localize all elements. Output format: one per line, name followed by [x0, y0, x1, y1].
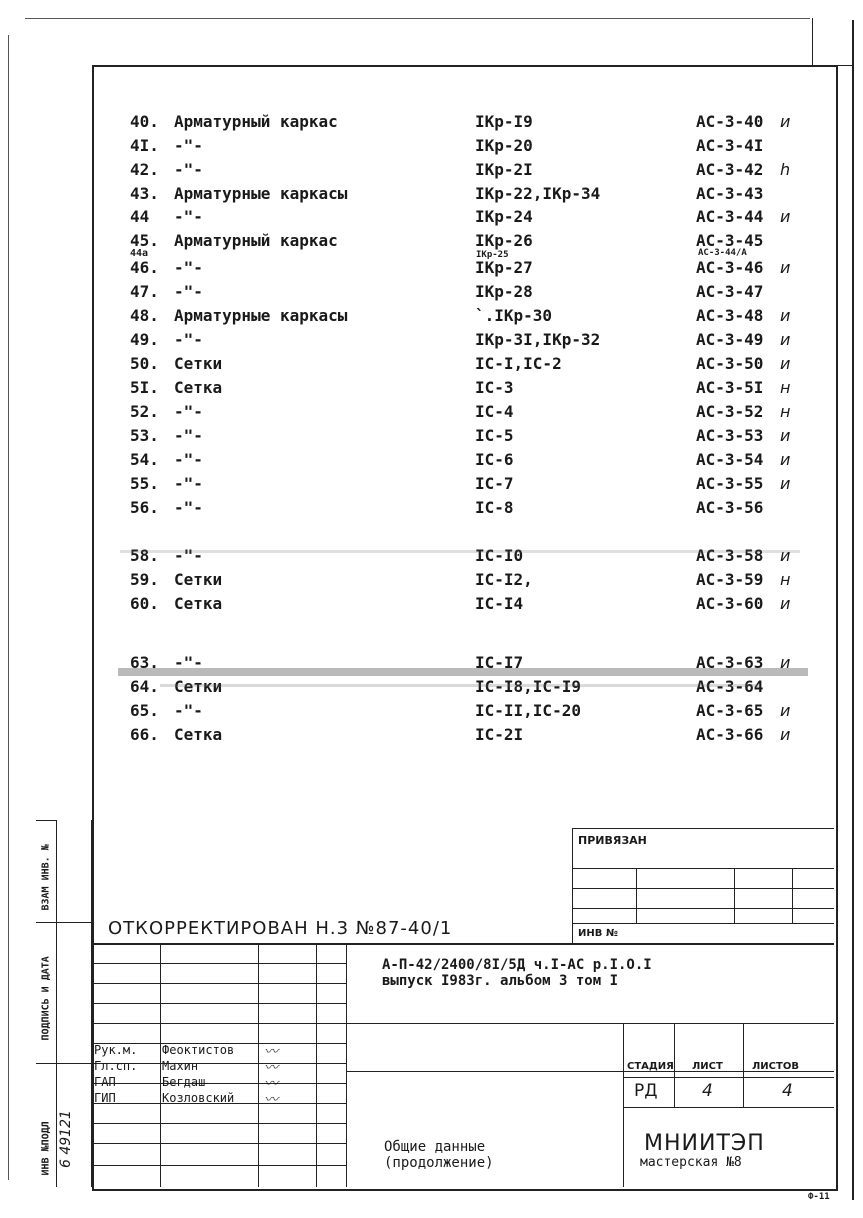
row-mark: IС-I7: [475, 653, 524, 672]
row-note: и: [780, 450, 791, 469]
sheet-value: 4: [702, 1081, 713, 1101]
row-doc: АС-3-56: [696, 498, 764, 517]
row-note: и: [780, 330, 791, 349]
row-mark: IС-I8,IС-I9: [475, 677, 581, 696]
row-name: -"-: [174, 474, 203, 493]
row-note: н: [780, 402, 791, 421]
row-number: 47.: [130, 282, 159, 301]
row-44a-doc: АС-3-44/А: [698, 248, 747, 258]
row-name: -"-: [174, 160, 203, 179]
row-doc: АС-3-63: [696, 653, 764, 672]
row-mark: IКр-26: [475, 231, 533, 250]
correction-note: ОТКОРРЕКТИРОВАН Н.3 №87-40/1: [108, 918, 453, 939]
row-name: -"-: [174, 402, 203, 421]
row-doc: АС-3-45: [696, 231, 764, 250]
row-name: -"-: [174, 426, 203, 445]
row-mark: IКр-27: [475, 258, 533, 277]
smudge-62: [160, 684, 760, 687]
row-note: и: [780, 258, 791, 277]
role-label: ГИП: [94, 1091, 116, 1105]
row-name: -"-: [174, 653, 203, 672]
row-name: Арматурные каркасы: [174, 184, 348, 203]
row-number: 48.: [130, 306, 159, 325]
row-name: Сетка: [174, 725, 223, 744]
title-issue: выпуск I983г. альбом 3 том I: [382, 973, 619, 989]
row-doc: АС-3-43: [696, 184, 764, 203]
role-person: Феоктистов: [162, 1043, 235, 1057]
row-doc: АС-3-52: [696, 402, 764, 421]
sheets-value: 4: [782, 1081, 793, 1101]
row-mark: IС-4: [475, 402, 514, 421]
row-name: Арматурный каркас: [174, 112, 338, 131]
row-name: Сетка: [174, 594, 223, 613]
row-number: 45.: [130, 231, 159, 250]
row-note: и: [780, 207, 791, 226]
row-number: 54.: [130, 450, 159, 469]
row-mark: IКр-2I: [475, 160, 533, 179]
row-note: и: [780, 546, 791, 565]
row-doc: АС-3-53: [696, 426, 764, 445]
stage-value: РД: [634, 1081, 658, 1101]
row-mark: IС-I4: [475, 594, 524, 613]
row-doc: АС-3-40: [696, 112, 764, 131]
row-mark: IС-8: [475, 498, 514, 517]
row-doc: АС-3-50: [696, 354, 764, 373]
row-doc: АС-3-46: [696, 258, 764, 277]
row-name: -"-: [174, 498, 203, 517]
row-number: 44: [130, 207, 150, 226]
signature-scribble: 〰: [264, 1092, 278, 1108]
row-mark: IКр-24: [475, 207, 533, 226]
row-doc: АС-3-65: [696, 701, 764, 720]
signature-scribble: 〰: [264, 1076, 278, 1092]
row-mark: IС-7: [475, 474, 514, 493]
row-note: и: [780, 474, 791, 493]
row-note: и: [780, 426, 791, 445]
row-doc: АС-3-58: [696, 546, 764, 565]
sheets-label: ЛИСТОВ: [752, 1061, 799, 1072]
role-person: Махин: [162, 1059, 199, 1073]
doc-name-1: Общие данные: [384, 1139, 486, 1155]
role-label: Рук.м.: [94, 1043, 138, 1057]
frame-right-outer: [812, 18, 813, 66]
row-number: 63.: [130, 653, 159, 672]
row-name: -"-: [174, 546, 203, 565]
row-name: -"-: [174, 258, 203, 277]
row-name: Арматурный каркас: [174, 231, 338, 250]
row-note: н: [780, 570, 791, 589]
sheet-label: ЛИСТ: [692, 1061, 723, 1072]
privyazan-inv-label: ИНВ №: [578, 928, 618, 939]
row-doc: АС-3-64: [696, 677, 764, 696]
form-code: Ф-11: [808, 1192, 830, 1202]
row-name: -"-: [174, 450, 203, 469]
row-mark: IС-II,IС-20: [475, 701, 581, 720]
signature-scribble: 〰: [264, 1044, 278, 1060]
side-label-vzam: ВЗАМ ИНВ. №: [40, 844, 52, 911]
row-doc: АС-3-47: [696, 282, 764, 301]
row-number: 42.: [130, 160, 159, 179]
row-number: 40.: [130, 112, 159, 131]
row-number: 53.: [130, 426, 159, 445]
row-mark: IС-3: [475, 378, 514, 397]
row-number: 49.: [130, 330, 159, 349]
frame-top-outer: [25, 18, 810, 19]
row-name: -"-: [174, 207, 203, 226]
row-mark: IС-6: [475, 450, 514, 469]
side-inv-number: 6 49121: [58, 1110, 74, 1168]
row-number: 5I.: [130, 378, 159, 397]
row-mark: IС-I2,: [475, 570, 533, 589]
row-name: Сетки: [174, 677, 223, 696]
row-note: и: [780, 594, 791, 613]
row-number: 60.: [130, 594, 159, 613]
role-person: Козловский: [162, 1091, 235, 1105]
smudge-57: [120, 550, 800, 553]
row-number: 43.: [130, 184, 159, 203]
row-note: и: [780, 653, 791, 672]
row-number: 59.: [130, 570, 159, 589]
row-mark: IКр-28: [475, 282, 533, 301]
row-number: 46.: [130, 258, 159, 277]
row-doc: АС-3-49: [696, 330, 764, 349]
row-mark: IС-I0: [475, 546, 524, 565]
row-number: 52.: [130, 402, 159, 421]
row-name: Арматурные каркасы: [174, 306, 348, 325]
row-doc: АС-3-59: [696, 570, 764, 589]
row-number: 50.: [130, 354, 159, 373]
row-name: Сетки: [174, 354, 223, 373]
row-mark: IКр-3I,IКр-32: [475, 330, 601, 349]
row-doc: АС-3-54: [696, 450, 764, 469]
row-44a-num: 44а: [130, 248, 149, 259]
side-strip: [36, 820, 92, 1187]
row-doc: АС-3-42: [696, 160, 764, 179]
row-doc: АС-3-60: [696, 594, 764, 613]
row-note: h: [780, 160, 791, 179]
row-doc: АС-3-5I: [696, 378, 764, 397]
row-mark: IКр-20: [475, 136, 533, 155]
row-doc: АС-3-55: [696, 474, 764, 493]
role-label: Гл.сп.: [94, 1059, 138, 1073]
row-number: 58.: [130, 546, 159, 565]
row-number: 66.: [130, 725, 159, 744]
doc-name-2: (продолжение): [384, 1155, 494, 1171]
title-block: [92, 943, 834, 1187]
side-label-podpis: ПОДПИСЬ И ДАТА: [40, 956, 52, 1041]
row-mark: IКр-I9: [475, 112, 533, 131]
signature-scribble: 〰: [264, 1060, 278, 1076]
row-note: и: [780, 112, 791, 131]
side-label-inv-podl: ИНВ №ПОДЛ: [40, 1121, 52, 1176]
title-code: А-П-42/2400/8I/5Д ч.I-АС р.I.О.I: [382, 957, 652, 973]
row-number: 55.: [130, 474, 159, 493]
row-name: -"-: [174, 282, 203, 301]
row-number: 65.: [130, 701, 159, 720]
row-number: 64.: [130, 677, 159, 696]
privyazan-label: ПРИВЯЗАН: [578, 834, 647, 847]
row-name: -"-: [174, 136, 203, 155]
row-note: и: [780, 701, 791, 720]
row-name: Сетки: [174, 570, 223, 589]
row-note: и: [780, 306, 791, 325]
frame-left-outer: [8, 35, 9, 1180]
org-name: МНИИТЭП: [644, 1131, 765, 1156]
stage-label: СТАДИЯ: [627, 1061, 674, 1072]
row-note: и: [780, 354, 791, 373]
row-name: Сетка: [174, 378, 223, 397]
role-person: Бегдаш: [162, 1075, 206, 1089]
row-note: и: [780, 725, 791, 744]
row-mark: IКр-22,IКр-34: [475, 184, 601, 203]
privyazan-block: [572, 828, 834, 943]
role-label: ГАП: [94, 1075, 116, 1089]
row-number: 4I.: [130, 136, 159, 155]
row-44a-mark: IКр-25: [476, 250, 509, 260]
row-name: -"-: [174, 330, 203, 349]
row-name: -"-: [174, 701, 203, 720]
frame-right-margin: [852, 20, 854, 1200]
row-doc: АС-3-48: [696, 306, 764, 325]
row-mark: IС-2I: [475, 725, 524, 744]
row-doc: АС-3-66: [696, 725, 764, 744]
row-number: 56.: [130, 498, 159, 517]
row-mark: `.IКр-30: [475, 306, 553, 325]
row-doc: АС-3-44: [696, 207, 764, 226]
row-note: н: [780, 378, 791, 397]
row-doc: АС-3-4I: [696, 136, 764, 155]
row-mark: IС-5: [475, 426, 514, 445]
smudge-61: [118, 668, 808, 676]
org-sub: мастерская №8: [640, 1155, 742, 1170]
row-mark: IС-I,IС-2: [475, 354, 562, 373]
